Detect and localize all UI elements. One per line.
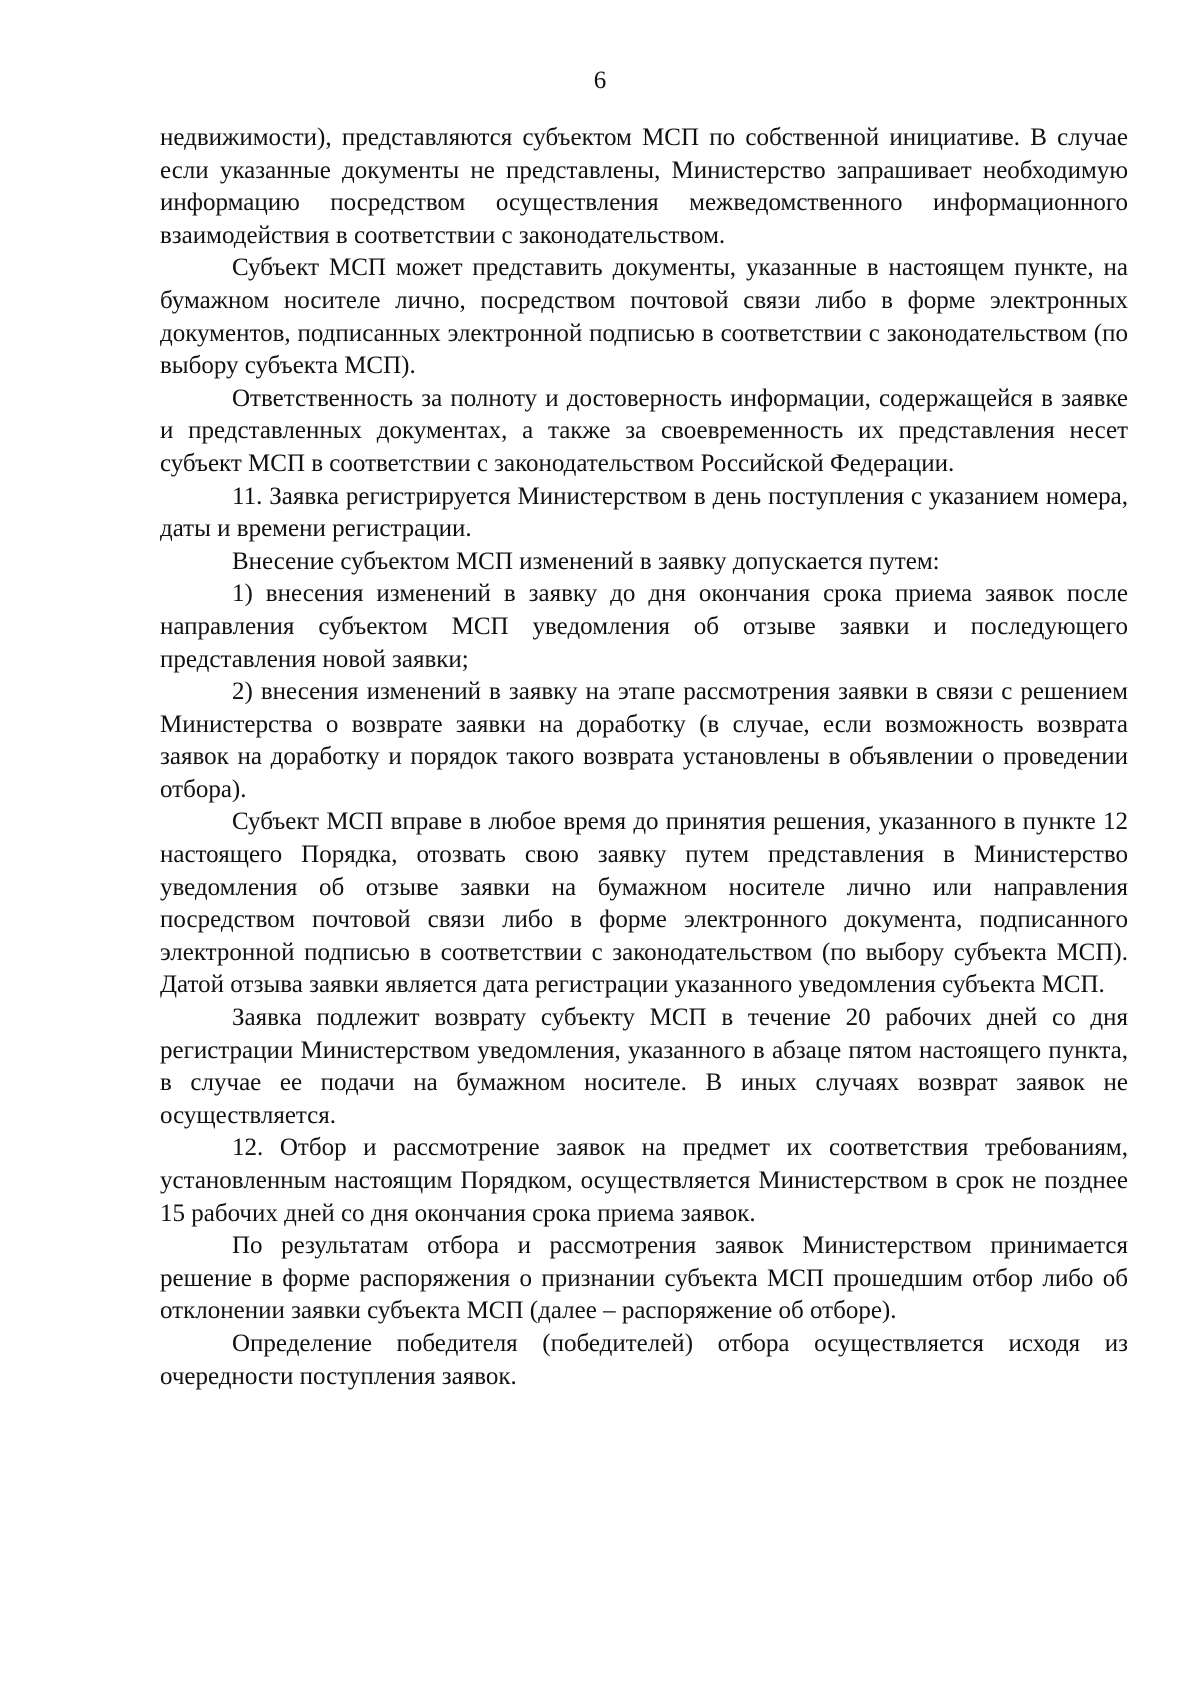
paragraph-results: По результатам отбора и рассмотрения заявок Министерством принимается решение в форме распоряжения о признании субъекта МСП прошедшим отбор либо об отклонении заявки субъекта МСП (далее – распоряжение об отборе). (160, 1232, 1128, 1325)
paragraph-item-11: 11. Заявка регистрируется Министерством в день поступления с указанием номера, даты и времени регистрации. (160, 482, 1128, 543)
paragraph-continuation: недвижимости), представляются субъектом МСП по собственной инициативе. В случае если указанные документы не представлены, Министерство запрашивает необходимую информацию посредством осуществления межведомственного информационного взаимодействия в соответствии с законодательством. (160, 124, 1128, 249)
paragraph-return: Заявка подлежит возврату субъекту МСП в течение 20 рабочих дней со дня регистрации Министерством уведомления, указанного в абзаце пятом настоящего пункта, в случае ее подачи на бумажном носителе. В иных случаях возврат заявок не осуществляется. (160, 1004, 1128, 1129)
paragraph-winner-determination: Определение победителя (победителей) отбора осуществляется исходя из очередности поступления заявок. (160, 1329, 1128, 1390)
paragraph-submission-methods: Субъект МСП может представить документы, указанные в настоящем пункте, на бумажном носителе лично, посредством почтовой связи либо в форме электронных документов, подписанных электронной подписью в соответствии с законодательством (по выбору субъекта МСП). (160, 254, 1128, 380)
page-number: 6 (593, 67, 607, 94)
paragraph-change-option-1: 1) внесения изменений в заявку до дня окончания срока приема заявок после направления субъектом МСП уведомления об отзыве заявки и последующего представления новой заявки; (160, 580, 1128, 673)
paragraph-item-12: 12. Отбор и рассмотрение заявок на предмет их соответствия требованиям, установленным настоящим Порядком, осуществляется Министерством в срок не позднее 15 рабочих дней со дня окончания срока приема заявок. (160, 1134, 1128, 1227)
paragraph-withdrawal: Субъект МСП вправе в любое время до принятия решения, указанного в пункте 12 настоящего Порядка, отозвать свою заявку путем представления в Министерство уведомления об отзыве заявки на бумажном носителе лично или направления посредством почтовой связи либо в форме электронного документа, подписанного электронной подписью в соответствии с законодательством (по выбору субъекта МСП). Датой отзыва заявки является дата регистрации указанного уведомления субъекта МСП. (160, 808, 1128, 999)
document-body (160, 122, 1128, 1393)
paragraph-changes-intro: Внесение субъектом МСП изменений в заявку допускается путем: (232, 547, 940, 575)
paragraph-change-option-2: 2) внесения изменений в заявку на этапе рассмотрения заявки в связи с решением Министерства о возврате заявки на доработку (в случае, если возможность возврата заявок на доработку и порядок такого возврата установлены в объявлении о проведении отбора). (160, 678, 1128, 803)
paragraph-responsibility: Ответственность за полноту и достоверность информации, содержащейся в заявке и представленных документах, а также за своевременность их представления несет субъект МСП в соответствии с законодательством Российской Федерации. (160, 384, 1128, 477)
